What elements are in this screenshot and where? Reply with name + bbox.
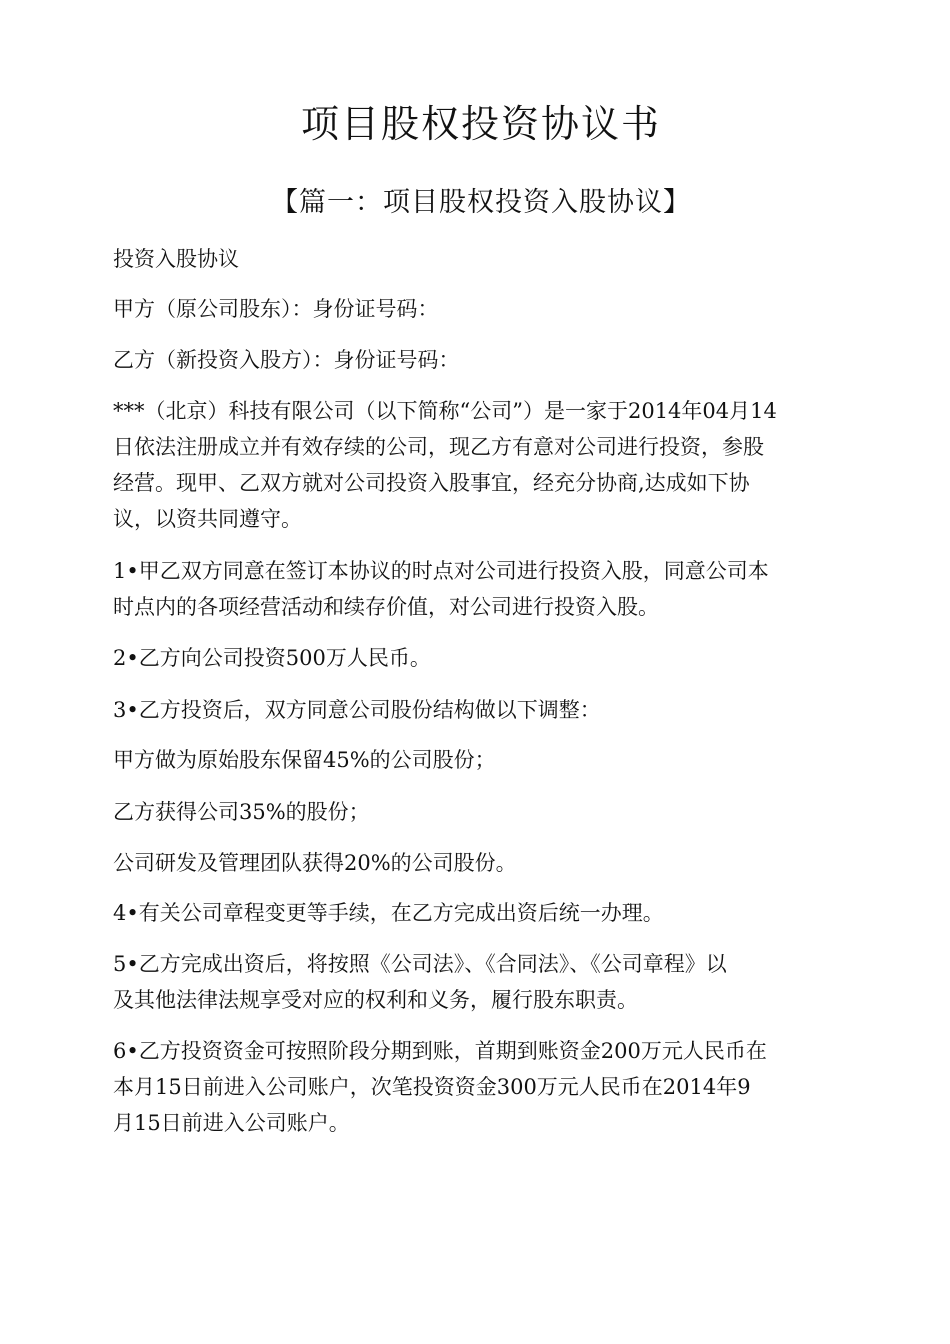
paragraph-line: 2•乙方向公司投资500万人民币。 (113, 646, 431, 670)
paragraph-line: 6•乙方投资资金可按照阶段分期到账，首期到账资金200万元人民币在 (113, 1039, 767, 1063)
paragraph-clause-1 (113, 553, 848, 625)
document-title: 项目股权投资协议书 (300, 102, 661, 146)
paragraph-line: 乙方获得公司35%的股份； (113, 800, 370, 824)
paragraph-line: 日依法注册成立并有效存续的公司，现乙方有意对公司进行投资，参股 (113, 435, 764, 459)
paragraph-party-a (113, 291, 848, 327)
section-title: 【篇一：项目股权投资入股协议】 (271, 187, 691, 218)
paragraph-line: 议，以资共同遵守。 (113, 507, 302, 531)
paragraph-line: 乙方（新投资入股方）：身份证号码： (113, 348, 460, 372)
paragraph-share-a (113, 742, 848, 778)
paragraph-line: 4•有关公司章程变更等手续，在乙方完成出资后统一办理。 (113, 901, 664, 925)
paragraph-line: 3•乙方投资后，双方同意公司股份结构做以下调整： (113, 698, 601, 722)
paragraph-party-b (113, 342, 848, 378)
paragraph-line: 月15日前进入公司账户。 (113, 1111, 350, 1135)
paragraph-line: 甲方做为原始股东保留45%的公司股份； (113, 748, 496, 772)
paragraph-line: 5•乙方完成出资后，将按照《公司法》、《合同法》、《公司章程》以 (113, 952, 727, 976)
paragraph-clause-5 (113, 946, 848, 1018)
paragraph-clause-4 (113, 895, 848, 931)
paragraph-line: 时点内的各项经营活动和续存价值，对公司进行投资入股。 (113, 595, 659, 619)
paragraph-clause-2 (113, 640, 848, 676)
paragraph-intro (113, 393, 848, 537)
paragraph-clause-6 (113, 1033, 848, 1141)
paragraph-line: 及其他法律法规享受对应的权利和义务，履行股东职责。 (113, 988, 638, 1012)
paragraph-share-b (113, 794, 848, 830)
paragraph-line: 经营。现甲、乙双方就对公司投资入股事宜，经充分协商,达成如下协 (113, 471, 750, 495)
paragraph-line: 投资入股协议 (113, 247, 239, 271)
paragraph-clause-3 (113, 692, 848, 728)
paragraph-line: ***（北京）科技有限公司（以下简称“公司”）是一家于2014年04月14 (113, 399, 777, 423)
paragraph-heading (113, 241, 848, 277)
paragraph-share-team (113, 845, 848, 881)
paragraph-line: 甲方（原公司股东）：身份证号码： (113, 297, 439, 321)
paragraph-line: 本月15日前进入公司账户，次笔投资资金300万元人民币在2014年9 (113, 1075, 751, 1099)
paragraph-line: 1•甲乙双方同意在签订本协议的时点对公司进行投资入股，同意公司本 (113, 559, 769, 583)
paragraph-line: 公司研发及管理团队获得20%的公司股份。 (113, 851, 517, 875)
